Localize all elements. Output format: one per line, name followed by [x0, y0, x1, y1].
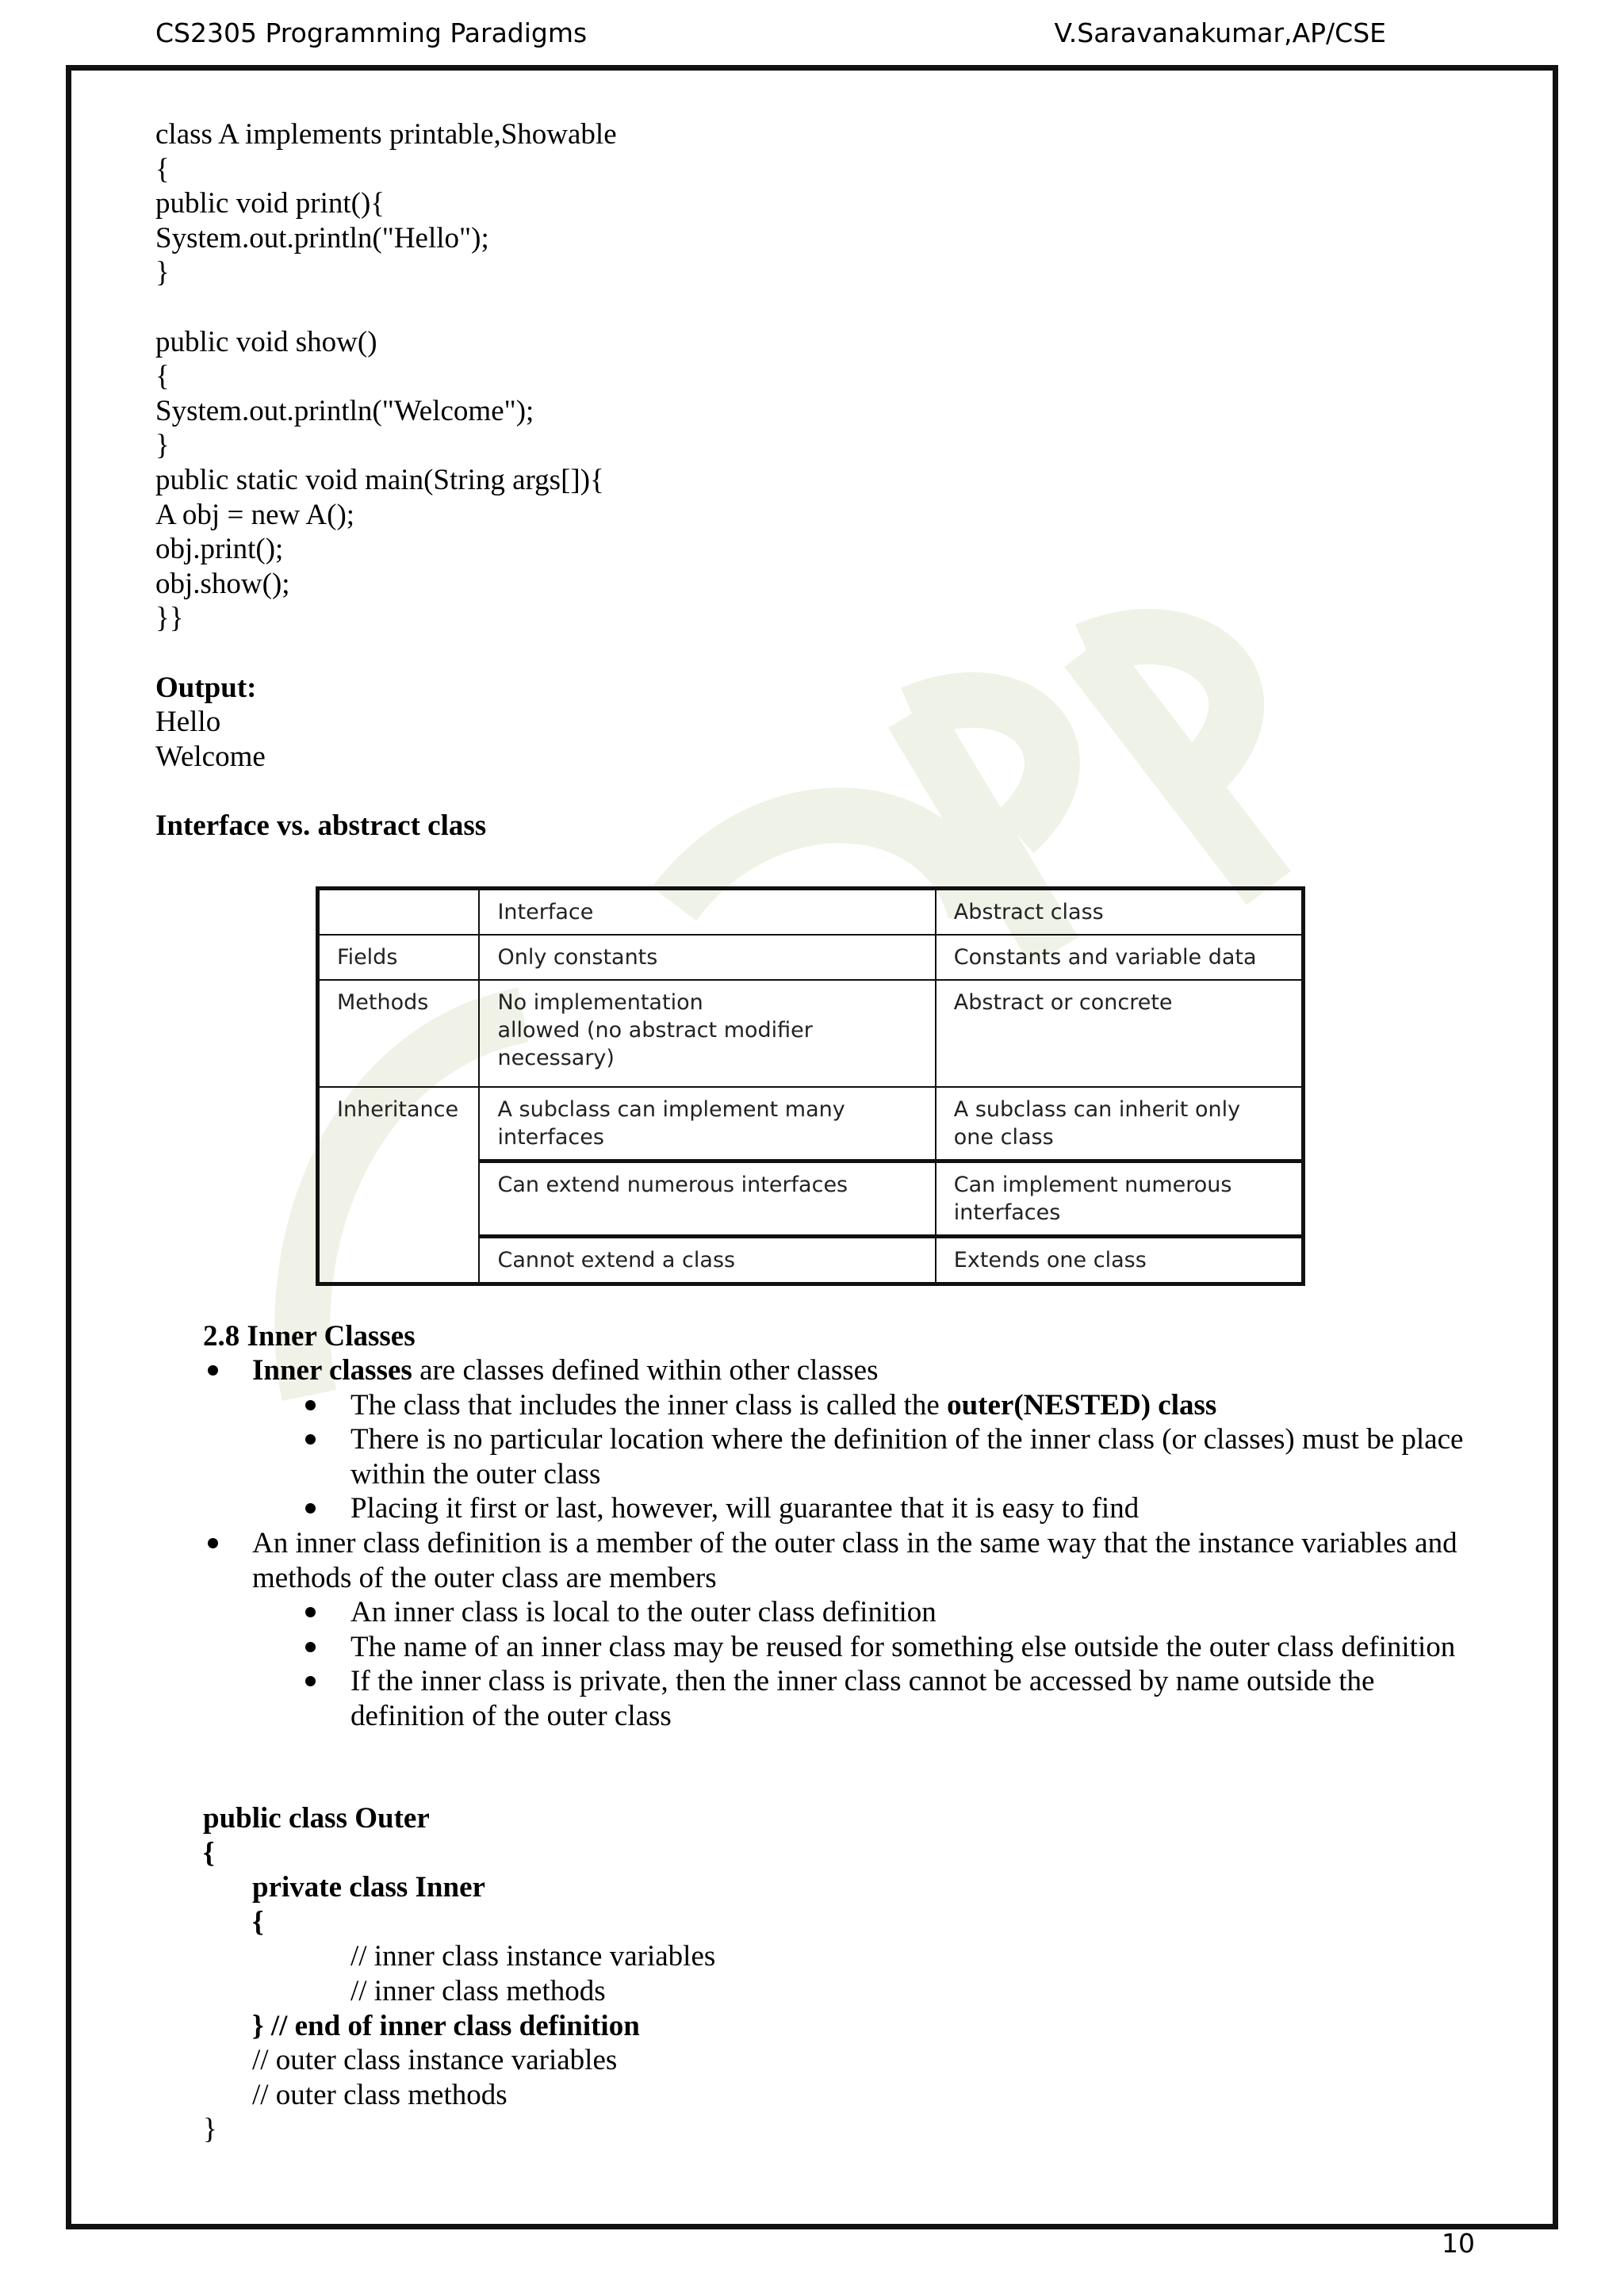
code-line: System.out.println("Welcome");	[155, 394, 534, 427]
cell-line: Can implement numerous	[953, 1173, 1232, 1197]
code-line: }	[155, 256, 170, 289]
table-row	[318, 1237, 1304, 1284]
table-cell	[936, 1161, 1304, 1237]
output-line: Hello	[155, 706, 221, 739]
code-line: A obj = new A();	[155, 498, 355, 531]
code-line: private class Inner	[252, 1871, 485, 1904]
list-item-text: Placing it first or last, however, will guarantee that it is easy to find	[350, 1492, 1139, 1525]
bullet-icon	[305, 1607, 316, 1617]
cell-line: one class	[953, 1125, 1054, 1150]
section-title: Inner Classes	[247, 1320, 416, 1353]
code-line: {	[203, 1836, 215, 1869]
table-row	[318, 889, 1304, 936]
comparison-heading: Interface vs. abstract class	[155, 809, 487, 842]
table-cell: Cannot extend a class	[479, 1237, 935, 1284]
code-listing-2	[203, 1801, 715, 2147]
row-label-fields: Fields	[318, 935, 480, 980]
list-item-text: The class that includes the inner class is called the	[350, 1388, 948, 1422]
code-line: obj.show();	[155, 567, 290, 600]
list-item	[203, 1664, 1472, 1733]
output-line: Welcome	[155, 740, 266, 773]
table-cell-empty	[318, 1237, 480, 1284]
cell-line: No implementation	[497, 990, 703, 1015]
code-line: }}	[155, 602, 184, 635]
list-item-text: There is no particular location where the definition of the inner class (or classes) must be place within the outer class	[350, 1423, 1464, 1490]
author-name: V.Saravanakumar,AP/CSE	[1054, 17, 1386, 48]
bullet-icon	[305, 1676, 316, 1686]
code-line: } // end of inner class definition	[252, 2009, 640, 2042]
code-listing-1	[155, 117, 1503, 843]
code-line: // inner class methods	[350, 1974, 606, 2007]
list-item-text: The name of an inner class may be reused for something else outside the outer class definition	[350, 1630, 1456, 1663]
table-cell: Constants and variable data	[936, 935, 1304, 980]
bullet-icon	[305, 1503, 316, 1513]
list-item	[203, 1630, 1472, 1665]
code-line: }	[203, 2113, 217, 2146]
code-line: obj.print();	[155, 533, 284, 566]
code-line: public class Outer	[203, 1802, 430, 1835]
table-cell-empty	[318, 1161, 480, 1237]
section-number: 2.8	[203, 1320, 240, 1353]
cell-line: A subclass can implement many	[497, 1097, 845, 1122]
code-line: {	[155, 152, 170, 186]
code-line: // outer class methods	[252, 2078, 508, 2111]
table-cell-empty	[318, 889, 480, 936]
code-line: {	[155, 360, 170, 393]
cell-line: A subclass can inherit only	[953, 1097, 1241, 1122]
list-item-bold: outer(NESTED) class	[947, 1388, 1217, 1422]
table-cell: Can extend numerous interfaces	[479, 1161, 935, 1237]
section-heading	[203, 1319, 416, 1354]
page-number: 10	[1442, 2228, 1475, 2259]
table-header-interface: Interface	[479, 889, 935, 936]
output-label: Output:	[155, 671, 257, 704]
code-line: public static void main(String args[]){	[155, 463, 604, 496]
cell-line: interfaces	[497, 1125, 604, 1150]
code-line: public void show()	[155, 325, 377, 358]
cell-line: allowed (no abstract modifier	[497, 1018, 813, 1043]
cell-line: necessary)	[497, 1046, 615, 1070]
comparison-table	[316, 886, 1305, 1286]
table-cell	[479, 980, 935, 1087]
course-title: CS2305 Programming Paradigms	[155, 17, 588, 48]
bullet-icon	[305, 1642, 316, 1652]
code-line: public void print(){	[155, 187, 385, 220]
list-item	[203, 1595, 1472, 1630]
list-item-bold: Inner classes	[252, 1354, 412, 1387]
table-row	[318, 980, 1304, 1087]
bullet-icon	[305, 1400, 316, 1410]
list-item-text: An inner class is local to the outer class definition	[350, 1596, 936, 1629]
list-item	[203, 1388, 1472, 1423]
code-line: // inner class instance variables	[350, 1940, 716, 1973]
list-item	[203, 1526, 1472, 1595]
table-cell: Extends one class	[936, 1237, 1304, 1284]
table-row	[318, 1161, 1304, 1237]
code-line: }	[155, 429, 170, 462]
row-label-methods: Methods	[318, 980, 480, 1087]
bullet-icon	[208, 1538, 218, 1548]
table-cell	[479, 1087, 935, 1161]
code-line: {	[252, 1905, 264, 1938]
row-label-inheritance: Inheritance	[318, 1087, 480, 1161]
table-header-abstract: Abstract class	[936, 889, 1304, 936]
code-line	[155, 290, 1503, 325]
table-cell: Abstract or concrete	[936, 980, 1304, 1087]
code-line: // outer class instance variables	[252, 2044, 618, 2077]
list-item	[203, 1353, 1472, 1388]
table-cell: Only constants	[479, 935, 935, 980]
list-item	[203, 1491, 1472, 1526]
page-header	[0, 17, 1624, 57]
cell-line: interfaces	[953, 1200, 1061, 1225]
list-item-text: An inner class definition is a member of the outer class in the same way that the instance variables and methods of the outer class are members	[252, 1526, 1457, 1594]
bullet-icon	[208, 1365, 218, 1376]
bullet-icon	[305, 1434, 316, 1445]
table-cell	[936, 1087, 1304, 1161]
list-item	[203, 1422, 1472, 1491]
code-line: System.out.println("Hello");	[155, 221, 489, 254]
table-row	[318, 1087, 1304, 1161]
list-item-text: If the inner class is private, then the inner class cannot be accessed by name outside the definition of the outer class	[350, 1665, 1375, 1732]
table-row	[318, 935, 1304, 980]
bullet-list	[203, 1353, 1472, 1734]
code-line: class A implements printable,Showable	[155, 118, 617, 151]
list-item-text: are classes defined within other classes	[412, 1354, 879, 1387]
